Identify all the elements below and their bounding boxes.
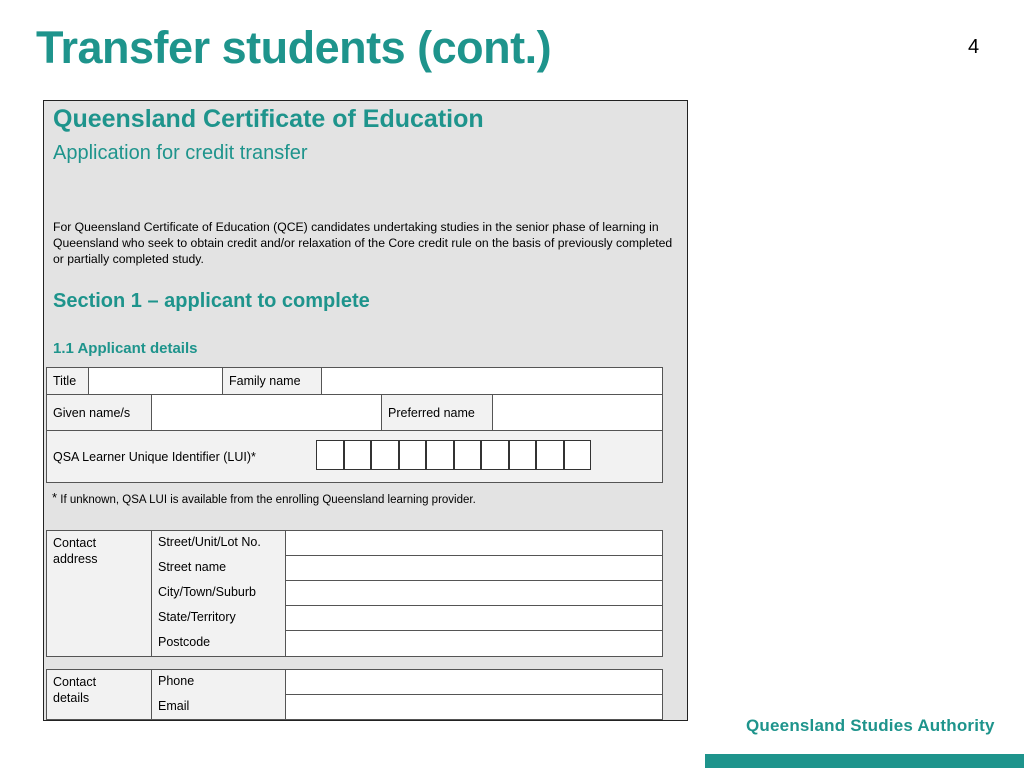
phone-field[interactable]: [285, 669, 663, 695]
family-name-field[interactable]: [321, 367, 663, 395]
family-name-label: Family name: [222, 367, 322, 395]
lui-char-box[interactable]: [371, 440, 399, 470]
preferred-name-field[interactable]: [492, 394, 663, 431]
phone-label: Phone: [158, 674, 195, 688]
form-intro-text: For Queensland Certificate of Education (QCE) candidates undertaking studies in the senior phase of learning in Queensland who seek to obtain credit and/or relaxation of the Core credit rule on the basis of previously completed or partially completed study.: [53, 220, 673, 266]
lui-char-box[interactable]: [316, 440, 344, 470]
qsa-logo: Queensland Studies Authority: [746, 716, 995, 735]
footnote-star: *: [52, 490, 58, 505]
lui-char-box[interactable]: [344, 440, 372, 470]
lui-char-box[interactable]: [509, 440, 537, 470]
state-label: State/Territory: [158, 610, 236, 624]
postcode-field[interactable]: [285, 630, 663, 657]
state-field[interactable]: [285, 605, 663, 631]
lui-char-box[interactable]: [564, 440, 592, 470]
lui-label: QSA Learner Unique Identifier (LUI)*: [53, 449, 256, 464]
given-names-field[interactable]: [151, 394, 382, 431]
section-heading: Section 1 – applicant to complete: [53, 290, 370, 312]
city-label: City/Town/Suburb: [158, 585, 256, 599]
lui-char-box[interactable]: [426, 440, 454, 470]
street-name-label: Street name: [158, 560, 227, 574]
page-number: 4: [968, 36, 980, 58]
applicant-details-heading: 1.1 Applicant details: [53, 340, 198, 357]
street-unit-field[interactable]: [285, 530, 663, 556]
street-unit-label: Street/Unit/Lot No.: [158, 535, 261, 549]
lui-char-box[interactable]: [536, 440, 564, 470]
given-names-label: Given name/s: [46, 394, 152, 431]
footer-accent-bar: [705, 754, 1024, 768]
form-subtitle: Application for credit transfer: [53, 142, 308, 164]
preferred-name-label: Preferred name: [381, 394, 493, 431]
lui-footnote: [52, 490, 476, 506]
postcode-label: Postcode: [158, 635, 211, 649]
street-name-field[interactable]: [285, 555, 663, 581]
email-field[interactable]: [285, 694, 663, 720]
contact-address-label-text: Contact address: [53, 536, 98, 566]
email-label: Email: [158, 699, 190, 713]
contact-details-label-text: Contact details: [53, 675, 97, 705]
title-label: Title: [46, 367, 89, 395]
slide-title: Transfer students (cont.): [36, 22, 552, 73]
contact-details-label: [46, 669, 152, 720]
form-title: Queensland Certificate of Education: [53, 105, 484, 133]
footnote-text: If unknown, QSA LUI is available from the enrolling Queensland learning provider.: [60, 494, 476, 506]
contact-address-label: [46, 530, 152, 657]
lui-char-box[interactable]: [481, 440, 509, 470]
title-field[interactable]: [88, 367, 223, 395]
lui-char-box[interactable]: [399, 440, 427, 470]
city-field[interactable]: [285, 580, 663, 606]
lui-char-box[interactable]: [454, 440, 482, 470]
